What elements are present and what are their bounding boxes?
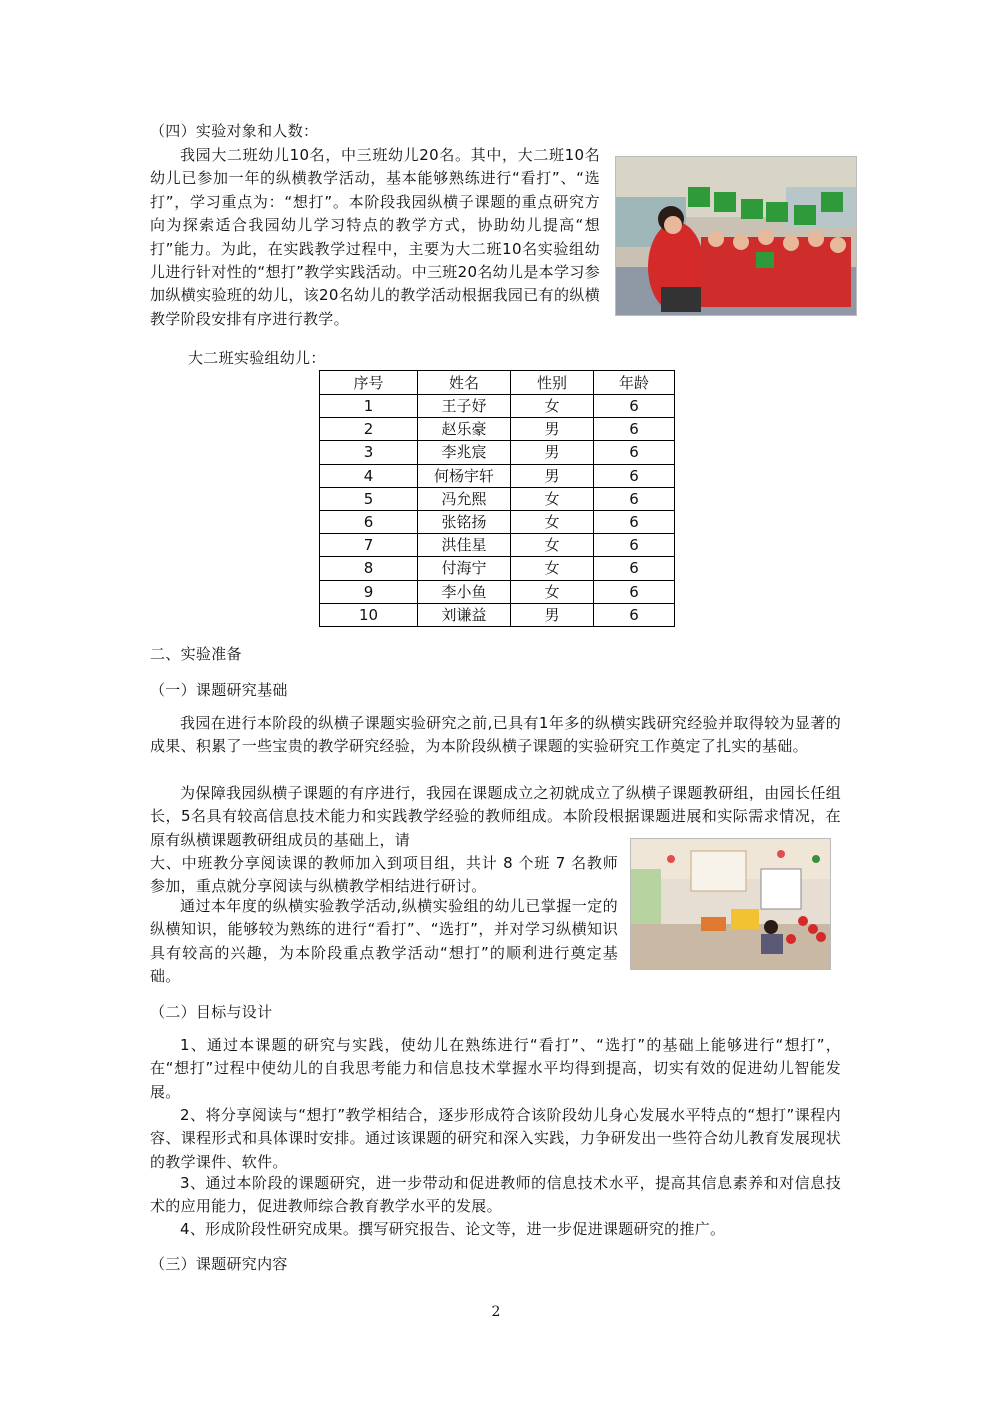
table-cell: 女 [511,580,594,603]
table-cell: 1 [320,395,418,418]
roster-table [319,370,675,627]
table-row [320,534,675,557]
table-cell: 男 [511,603,594,626]
paragraph: 我园大二班幼儿10名，中三班幼儿20名。其中，大二班10名幼儿已参加一年的纵横教学活动，基本能够熟练进行“看打”、“选打”，学习重点为：“想打”。本阶段我园纵横子课题的重点研究方向为探索适合我园幼儿学习特点的教学方式，协助幼儿提高“想打”能力。为此，在实践教学过程中，主要为大二班10名实验组幼儿进行针对性的“想打”教学实践活动。中三班20名幼儿是本学习参加纵横实验班的幼儿，该20名幼儿的教学活动根据我园已有的纵横教学阶段安排有序进行教学。 [150,146,600,328]
section-heading: （四）实验对象和人数： [150,122,319,140]
table-cell: 3 [320,441,418,464]
table-cell: 7 [320,534,418,557]
table-cell: 5 [320,487,418,510]
table-cell: 女 [511,557,594,580]
table-cell: 6 [594,534,675,557]
column-header: 姓名 [418,371,511,395]
table-cell: 6 [594,557,675,580]
table-cell: 6 [594,395,675,418]
table-cell: 4 [320,464,418,487]
table-cell: 张铭扬 [418,510,511,533]
table-row [320,580,675,603]
table-header-row [320,371,675,395]
table-caption: 大二班实验组幼儿： [188,349,326,367]
table-cell: 冯允熙 [418,487,511,510]
table-row [320,395,675,418]
table-cell: 李兆宸 [418,441,511,464]
table-cell: 6 [594,418,675,441]
table-cell: 女 [511,510,594,533]
table-cell: 6 [594,580,675,603]
table-cell: 洪佳星 [418,534,511,557]
table-cell: 2 [320,418,418,441]
table-cell: 李小鱼 [418,580,511,603]
paragraph: 大、中班教分享阅读课的教师加入到项目组，共计 8 个班 7 名教师参加，重点就分享阅读与纵横教学相结进行研讨。 [150,854,618,896]
table-cell: 6 [594,510,675,533]
column-header: 序号 [320,371,418,395]
table-row [320,464,675,487]
paragraph: 1、通过本课题的研究与实践，使幼儿在熟练进行“看打”、“选打”的基础上能够进行“想打”，在“想打”过程中使幼儿的自我思考能力和信息技术掌握水平均得到提高，切实有效的促进幼儿智能发展。 [150,1036,841,1101]
table-cell: 男 [511,418,594,441]
paragraph: 通过本年度的纵横实验教学活动,纵横实验组的幼儿已掌握一定的纵横知识，能够较为熟练的进行“看打”、“选打”，并对学习纵横知识具有较高的兴趣，为本阶段重点教学活动“想打”的顺利进行奠定基础。 [150,897,618,986]
column-header: 性别 [511,371,594,395]
table-row [320,487,675,510]
table-row [320,603,675,626]
table-cell: 6 [320,510,418,533]
table-cell: 男 [511,464,594,487]
table-cell: 赵乐豪 [418,418,511,441]
subsection-heading: （三）课题研究内容 [150,1255,288,1273]
table-cell: 6 [594,487,675,510]
table-cell: 刘谦益 [418,603,511,626]
table-cell: 女 [511,534,594,557]
classroom-photo-cards [615,156,857,316]
table-row [320,418,675,441]
table-cell: 6 [594,441,675,464]
subsection-heading: （一）课题研究基础 [150,681,288,699]
paragraph: 4、形成阶段性研究成果。撰写研究报告、论文等，进一步促进课题研究的推广。 [180,1220,726,1238]
table-cell: 10 [320,603,418,626]
column-header: 年龄 [594,371,675,395]
paragraph: 3、通过本阶段的课题研究，进一步带动和促进教师的信息技术水平，提高其信息素养和对信息技术的应用能力，促进教师综合教育教学水平的发展。 [150,1174,841,1216]
classroom-photo-projector [630,838,831,970]
table-cell: 6 [594,603,675,626]
paragraph: 我园在进行本阶段的纵横子课题实验研究之前,已具有1年多的纵横实践研究经验并取得较为显著的成果、积累了一些宝贵的教学研究经验，为本阶段纵横子课题的实验研究工作奠定了扎实的基础。 [150,714,841,756]
section-heading: 二、实验准备 [150,645,242,663]
table-cell: 付海宁 [418,557,511,580]
page-number: 2 [491,1304,501,1320]
table-row [320,441,675,464]
table-cell: 9 [320,580,418,603]
paragraph: 为保障我园纵横子课题的有序进行，我园在课题成立之初就成立了纵横子课题教研组，由园长任组长，5名具有较高信息技术能力和实践教学经验的教师组成。本阶段根据课题进展和实际需求情况，在原有纵横课题教研组成员的基础上，请 [150,784,841,849]
table-cell: 女 [511,487,594,510]
table-row [320,557,675,580]
table-cell: 8 [320,557,418,580]
table-cell: 男 [511,441,594,464]
table-cell: 女 [511,395,594,418]
table-cell: 王子妤 [418,395,511,418]
table-row [320,510,675,533]
paragraph: 2、将分享阅读与“想打”教学相结合，逐步形成符合该阶段幼儿身心发展水平特点的“想打”课程内容、课程形式和具体课时安排。通过该课题的研究和深入实践，力争研发出一些符合幼儿教育发展现状的教学课件、软件。 [150,1106,841,1171]
subsection-heading: （二）目标与设计 [150,1003,273,1021]
table-cell: 何杨宇轩 [418,464,511,487]
table-cell: 6 [594,464,675,487]
